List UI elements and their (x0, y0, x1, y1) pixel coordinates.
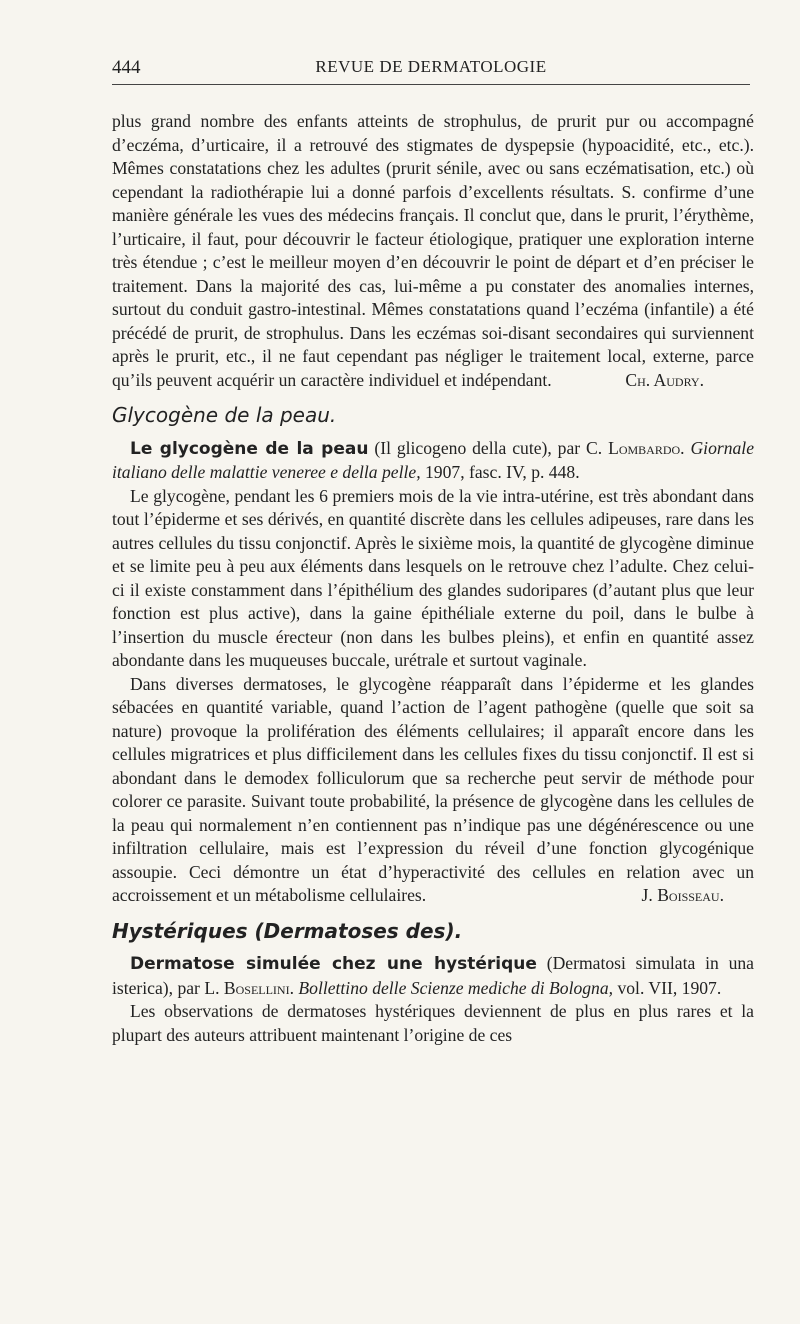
paragraph-glycogene-1: Le glycogène, pendant les 6 premiers mois de la vie intra-utérine, est très abondant dans tout l’épiderme et ses dérivés, en quantité discrète dans les cellules adipeuses, rare dans les autres cellules du tissu conjonctif. Après le sixième mois, la quantité de glycogène diminue et se limite peu à peu aux éléments dans lesquels on le retrouve chez l’adulte. Chez celui-ci il existe constamment dans l’épithélium des glandes sudoripares (d’autant plus que leur fonction est plus active), dans la gaine épithéliale externe du poil, dans le bulbe à l’insertion du muscle érecteur (non dans les bulbes pleins), et enfin en quantité assez abondante dans les muqueuses buccale, urétrale et surtout vaginale. (112, 485, 754, 670)
paragraph-hysterique-1: Les observations de dermatoses hystériques deviennent de plus en plus rares et la plupart des auteurs attribuent maintenant l’origine de ces (112, 1001, 754, 1045)
author-name: C. Lombardo. (586, 437, 685, 458)
article-title: Dermatose simulée chez une hystérique (130, 954, 537, 974)
journal-title: Bollettino delle Scienze mediche di Bologna, (298, 977, 614, 998)
author-name: L. Bosellini. (204, 977, 294, 998)
running-header (112, 52, 750, 85)
signature-boisseau: J. Boisseau. (641, 885, 724, 905)
citation-glycogene: Le glycogène de la peau (Il glicogeno della cute), par C. Lombardo. Giornale italiano delle malattie veneree e della pelle, 1907, fasc. IV, p. 448. (112, 437, 754, 482)
intro-paragraph: plus grand nombre des enfants atteints de strophulus, de prurit pur ou accompagné d’eczéma, d’urticaire, il a retrouvé des stigmates de dyspepsie (hypoacidité, etc., etc.). Mêmes constatations chez les adultes (prurit sénile, avec ou sans eczématisation, etc.) où cependant la radiothérapie lui a donné parfois d’excellents résultats. S. confirme d’une manière générale les vues des médecins français. Il conclut que, dans le prurit, l’érythème, l’urticaire, il faut, pour découvrir le facteur étiologique, pratiquer une exploration interne très étendue ; c’est le meilleur moyen d’en découvrir le point de départ et d’en préciser le traitement. Dans la majorité des cas, lui-même a pu constater des anomalies internes, surtout du conduit gastro-intestinal. Mêmes constatations quand l’eczéma (infantile) a été précédé de prurit, de strophulus. Dans les eczémas soi-disant secondaires qui surviennent après le prurit, etc., il ne faut cependant pas négliger le traitement local, externe, parce qu’ils peuvent acquérir un caractère individuel et indépendant. (112, 111, 754, 390)
citation-hysterique: Dermatose simulée chez une hystérique (Dermatosi simulata in una isterica), par L. Bosellini. Bollettino delle Scienze mediche di Bologna, vol. VII, 1907. (112, 953, 754, 998)
page-number: 444 (112, 57, 141, 78)
running-title: REVUE DE DERMATOLOGIE (315, 57, 547, 76)
article-title: Le glycogène de la peau (130, 438, 369, 459)
signature-audry: Ch. Audry. (625, 369, 704, 390)
journal-title: Giornale italiano delle malattie veneree e della pelle, (112, 437, 754, 482)
paragraph-glycogene-2: Dans diverses dermatoses, le glycogène réapparaît dans l’épiderme et les glandes sébacées en quantité variable, quand l’action de l’agent pathogène (quelle que soit sa nature) provoque la prolifération des éléments cellulaires; il apparaît encore dans les cellules migratrices et plus difficilement dans les cellules fixes du tissu conjonctif. Il est si abondant dans le demodex folliculorum que sa recherche peut servir de méthode pour colorer ce parasite. Suivant toute probabilité, la présence de glycogène dans les cellules de la peau qui normalement n’en contiennent pas n’indique pas une dégénérescence ou une infiltration cellulaire, mais est l’expression du réveil d’une fonction glycogénique assoupie. Ceci démontre un état d’hyperactivité des cellules en relation avec un accroissement et un métabolisme cellulaires. (112, 673, 754, 905)
article-body (112, 110, 754, 1047)
section-heading-glycogene: Glycogène de la peau. (112, 403, 337, 427)
section-heading-hysteriques: Hystériques (Dermatoses des). (112, 918, 463, 943)
